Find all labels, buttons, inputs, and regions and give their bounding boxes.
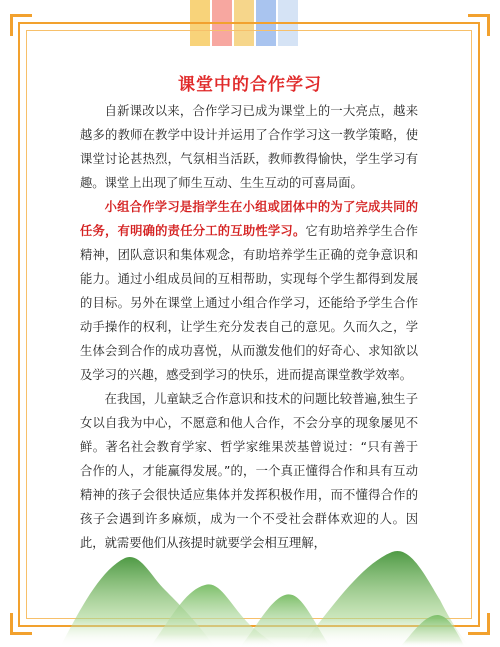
frame-corner xyxy=(10,14,32,36)
paragraph-1: 自新课改以来，合作学习已成为课堂上的一大亮点，越来越多的教师在教学中设计并运用了合作学习这一教学策略，使课堂讨论甚热烈，气氛相当活跃，教师教得愉快，学生学习有趣。课堂上出现了师生互动、生生互动的可喜局面。 xyxy=(80,104,418,190)
highlight-definition: 小组合作学习是指学生在小组或团体中的为了完成共同的任务，有明确的责任分工的互助性学习。 xyxy=(80,200,418,238)
document-title: 课堂中的合作学习 xyxy=(178,75,322,95)
document-body xyxy=(80,99,418,555)
paragraph-2-body: 它有助培养学生合作精神，团队意识和集体观念，有助培养学生正确的竞争意识和能力。通过小组成员间的互相帮助，实现每个学生都得到发展的目标。另外在课堂上通过小组合作学习，还能给予学生合作动手操作的权利，让学生充分发表自己的意见。久而久之，学生体会到合作的成功喜悦，从而激发他们的好奇心、求知欲以及学习的兴趣，感受到学习的快乐，进而提高课堂教学效率。 xyxy=(80,224,418,382)
paragraph-2 xyxy=(80,195,418,387)
mountain-decoration xyxy=(0,530,500,647)
frame-corner xyxy=(468,14,490,36)
paragraph-3: 在我国，儿童缺乏合作意识和技术的问题比较普遍,独生子女以自我为中心，不愿意和他人合作，不会分享的现象屡见不鲜。著名社会教育学家、哲学家维果茨基曾说过：“只有善于合作的人，才能赢得发展。”的，一个真正懂得合作和具有互动精神的孩子会很快适应集体并发挥积极作用，而不懂得合作的孩子会遇到许多麻烦，成为一个不受社会群体欢迎的人。因此，就需要他们从孩提时就要学会相互理解， xyxy=(80,392,418,550)
